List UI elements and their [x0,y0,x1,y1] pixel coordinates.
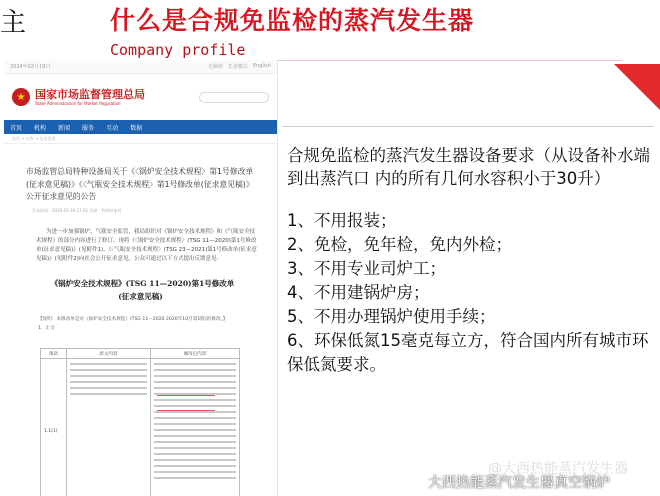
requirements-title: 合规免监检的蒸汽发生器设备要求（从设备补水端到出蒸汽口 内的所有几何水容积小于30升） [287,146,650,188]
slide-title: 什么是合规免监检的蒸汽发生器 [110,6,475,35]
list-item: 4、不用建锅炉房； [287,283,430,302]
agency-block [35,88,145,107]
comparison-table [40,348,240,496]
doc-nav-item[interactable]: 互动 [106,124,119,132]
notice-body: 为进一步加强锅炉、气瓶安全监管，我局组织对《锅炉安全技术规程》和《气瓶安全技术规程》的部分内容进行了修订，现将《〈锅炉安全技术规程〉(TSG 11—2020)第1号修改单(征求意见稿)》(见附件1)、《〈气瓶安全技术规程〉(TSG 23—2021)第1号修改单(征求意见稿)》(见附件2)向社会公开征求意见。公众可通过以下方式提出反馈意见： [36,228,257,262]
doc-top-link[interactable]: 无障碍 [207,64,223,70]
doc-header [4,74,277,120]
table-header-cell: 条款 [41,349,67,358]
row-id: 1.1(1) [44,429,58,434]
notice-document-screenshot [4,60,278,496]
doc-breadcrumb: 首页 > 公告 > 征求意见 [4,134,277,144]
doc-nav-item[interactable]: 机构 [34,124,47,132]
content-divider [282,126,654,127]
cell-text-lines [67,359,150,399]
doc-topbar [4,60,277,74]
left-edge-glyph: 主 [0,8,27,38]
draft-section: 1、正文 [38,325,55,331]
notice-meta: 发布时间：2024-02-19 17:02 来源：特种设备局 [32,207,122,213]
doc-top-link[interactable]: 长者模式 [227,64,248,70]
table-header-cell: 修改后内容 [183,351,207,357]
doc-nav-item[interactable]: 首页 [10,124,23,132]
table-header-cell: 原文内容 [67,349,151,358]
slide-subtitle: Company profile [110,41,246,59]
draft-subtitle: (征求意见稿) [118,291,163,301]
table-cell [151,359,239,496]
notice-title: 市场监管总局特种设备局关于《〈锅炉安全技术规程〉第1号修改单(征求意见稿)》《〈气瓶安全技术规程〉第1号修改单(征求意见稿)》公开征求意见的公告 [26,167,254,201]
table-cell [67,359,151,496]
watermark: 大西热能蒸汽发生器真空锅炉 [428,475,610,491]
highlight-mark [157,395,215,411]
national-emblem-icon: ★ [12,88,30,106]
agency-name: 国家市场监督管理总局 [35,87,145,101]
list-item: 6、环保低氮15毫克每立方，符合国内所有城市环保低氮要求。 [287,331,649,374]
list-item: 3、不用专业司炉工； [287,259,446,278]
draft-title: 《锅炉安全技术规程》(TSG 11—2020)第1号修改单 [50,278,235,288]
doc-top-link[interactable]: English [252,63,271,69]
doc-nav-item[interactable]: 数据 [130,124,143,132]
cell-text-lines [151,359,239,483]
table-cell [41,359,67,496]
doc-nav-bar [4,120,277,134]
draft-note: 【说明：本修改单是对《锅炉安全技术规程》(TSG 11—2020 2020年10月第1版)的修改。】 [38,316,228,322]
corner-triangle-decoration [614,64,660,110]
doc-nav-item[interactable]: 服务 [82,124,95,132]
watermark-ghost: @大西热能蒸汽发生器 [488,461,628,477]
doc-nav-item[interactable]: 新闻 [58,124,71,132]
list-item: 1、不用报装； [287,211,397,230]
doc-topbar-date: 2024年02月19日 [10,64,51,70]
requirements-list [287,209,653,377]
doc-top-links [208,63,271,70]
doc-search-input[interactable] [199,92,269,103]
list-item: 2、免检，免年检，免内外检； [287,235,512,254]
comparison-table-header [41,349,239,359]
comparison-table-row [41,359,239,496]
list-item: 5、不用办理锅炉使用手续； [287,307,496,326]
agency-name-en: State Administration for Market Regulation [35,100,121,106]
